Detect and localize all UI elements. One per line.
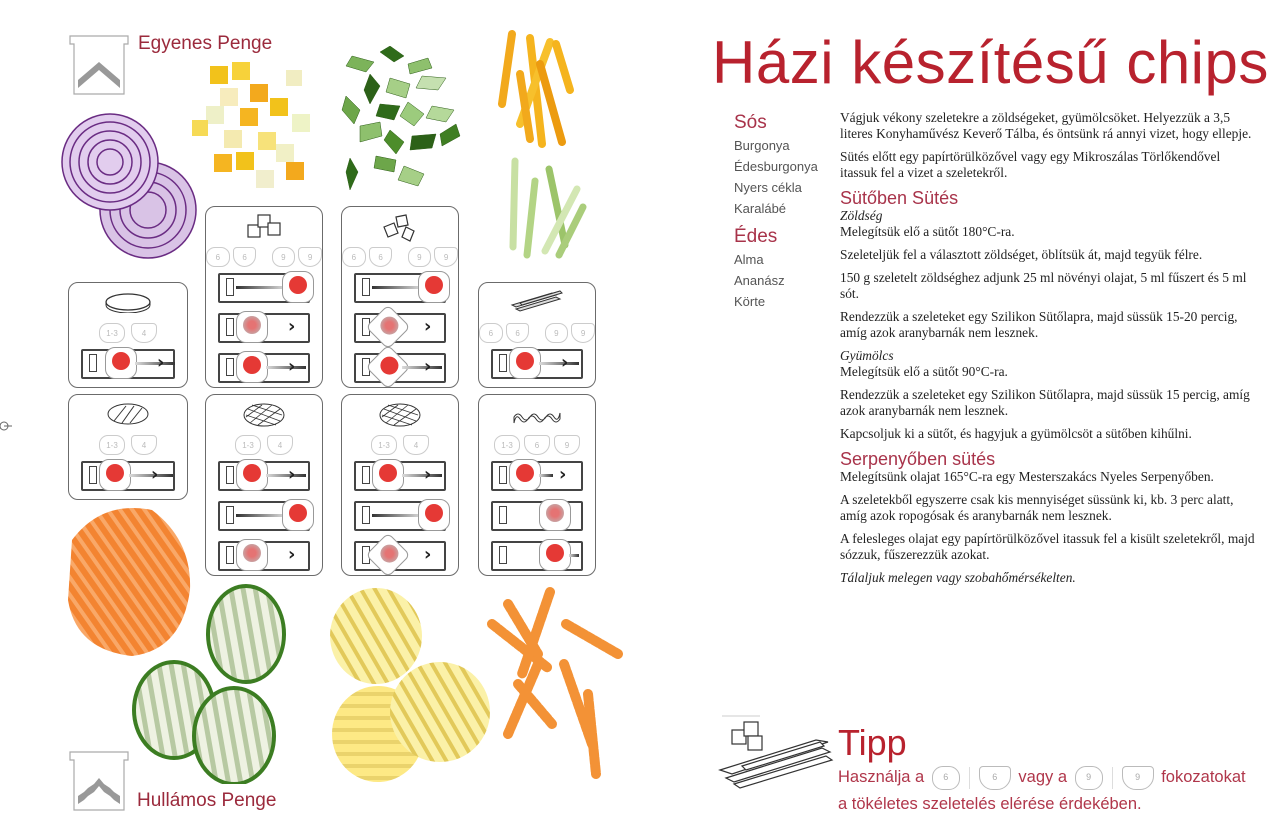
recipe-body	[840, 110, 1260, 593]
setting-badge: 1-3	[99, 323, 125, 343]
cubes-icon	[244, 213, 284, 243]
wavy-blade-icon	[68, 750, 130, 812]
tip-text-line2: a tökéletes szeletelés elérése érdekében.	[838, 795, 1142, 813]
divider	[969, 767, 970, 789]
divider	[1112, 767, 1113, 789]
slicer-step	[354, 501, 446, 531]
setting-badge: 1-3	[371, 435, 397, 455]
setting-badge: 9	[408, 247, 432, 267]
yellow-diced-cubes	[190, 58, 320, 198]
ingredient-item: Édesburgonya	[734, 159, 818, 174]
slicer-step: ›	[81, 349, 175, 379]
red-onion-slices	[58, 110, 198, 260]
setting-badge: 9	[554, 435, 580, 455]
ingredient-item: Karalábé	[734, 201, 787, 216]
tip-text-suffix: fokozatokat	[1161, 768, 1246, 786]
setting-badge-round: 6	[932, 766, 960, 790]
green-zucchini-waffle-slices	[130, 584, 310, 784]
blade-settings	[206, 247, 322, 267]
straight-blade-icon	[68, 34, 130, 96]
slicer-step: ›	[81, 461, 175, 491]
blade-settings	[206, 435, 322, 455]
step: Szeleteljük fel a választott zöldséget, öblítsük át, majd tegyük félre.	[840, 247, 1203, 262]
section-heading-oven: Sütőben Sütés	[840, 188, 959, 208]
page-marker-icon	[0, 418, 12, 434]
serving-note: Tálaljuk melegen vagy szobahőmérsékelten.	[840, 570, 1076, 585]
tip-text-middle: vagy a	[1018, 768, 1068, 786]
page-title: Házi készítésű chips	[712, 29, 1269, 96]
green-celery-sticks	[505, 155, 595, 265]
setting-badge: 1-3	[99, 435, 125, 455]
blade-settings	[479, 435, 595, 455]
tip-text-prefix: Használja a	[838, 768, 925, 786]
ingredient-item: Nyers cékla	[734, 180, 802, 195]
setting-badge: 9	[298, 247, 322, 267]
step: 150 g szeletelt zöldséghez adjunk 25 ml növényi olajat, 5 ml fűszert és 5 ml sót.	[840, 270, 1247, 301]
step: Rendezzük a szeleteket egy Szilikon Sütőlapra, majd süssük 15 percig, amíg azok aranybarnák nem lesznek.	[840, 387, 1250, 418]
slicer-step: ›	[491, 461, 583, 491]
blade-settings	[479, 323, 595, 343]
blade-settings	[69, 435, 187, 455]
subheading-fruit: Gyümölcs	[840, 348, 894, 363]
setting-badge: 1-3	[494, 435, 520, 455]
wavy-blade-label: Hullámos Penge	[137, 790, 277, 811]
green-cucumber-diamonds	[340, 46, 470, 196]
setting-badge: 6	[206, 247, 230, 267]
setting-badge: 6	[524, 435, 550, 455]
blade-settings	[342, 435, 458, 455]
subheading-vegetable: Zöldség	[840, 208, 883, 223]
slicer-step: ›	[354, 461, 446, 491]
ingredient-item: Burgonya	[734, 138, 790, 153]
tip-text	[838, 764, 1246, 818]
card-slice	[68, 282, 188, 388]
slicer-step: ›	[491, 349, 583, 379]
setting-badge: 9	[545, 323, 569, 343]
setting-badge: 6	[369, 247, 393, 267]
sticks-and-cubes-icon	[716, 714, 834, 790]
waffle-disc-icon	[378, 401, 422, 429]
slicer-step: ›	[354, 353, 446, 383]
intro-paragraph: Sütés előtt egy papírtörülközővel vagy egy Mikroszálas Törlőkendővel itassuk fel a vizet a szeletekről.	[840, 149, 1221, 180]
sticks-icon	[510, 289, 564, 313]
setting-badge-round: 9	[1075, 766, 1103, 790]
setting-badge: 6	[233, 247, 257, 267]
yellow-potato-waffle-slices	[328, 584, 498, 784]
diamond-cubes-icon	[380, 213, 420, 243]
setting-badge-shield: 6	[979, 766, 1011, 790]
card-waffle	[205, 394, 323, 576]
slicer-step	[491, 541, 583, 571]
card-dice	[205, 206, 323, 388]
blade-settings	[342, 247, 458, 267]
setting-badge: 6	[479, 323, 503, 343]
waffle-disc-icon	[242, 401, 286, 429]
slicer-step	[218, 273, 310, 303]
slicer-step: ›	[354, 541, 446, 571]
card-crinkle	[68, 394, 188, 500]
crinkle-disc-icon	[106, 401, 150, 427]
setting-badge: 4	[267, 435, 293, 455]
setting-badge: 4	[403, 435, 429, 455]
orange-carrot-sticks	[490, 24, 590, 159]
card-diamond-dice	[341, 206, 459, 388]
step: Kapcsoljuk ki a sütőt, és hagyjuk a gyümölcsöt a sütőben kihűlni.	[840, 426, 1192, 441]
setting-badge: 9	[272, 247, 296, 267]
setting-badge: 6	[342, 247, 366, 267]
card-waffle-2	[341, 394, 459, 576]
straight-blade-label: Egyenes Penge	[138, 33, 273, 54]
setting-badge: 6	[506, 323, 530, 343]
slicer-step: ›	[218, 541, 310, 571]
step: Rendezzük a szeleteket egy Szilikon Sütőlapra, majd süssük 15-20 percig, amíg azok aranybarnák nem lesznek.	[840, 309, 1238, 340]
disc-icon	[103, 291, 153, 313]
setting-badge: 1-3	[235, 435, 261, 455]
step: Melegítsünk olajat 165°C-ra egy Mesterszakács Nyeles Serpenyőben.	[840, 469, 1214, 484]
setting-badge: 4	[131, 323, 157, 343]
step: A szeletekből egyszerre csak kis mennyiséget süssünk ki, kb. 3 perc alatt, amíg azok ropogósak és aranybarnák nem lesznek.	[840, 492, 1234, 523]
intro-paragraph: Vágjuk vékony szeletekre a zöldségeket, gyümölcsöket. Helyezzük a 3,5 literes Konyhaművész Keverő Tálba, és öntsünk rá annyi vizet, hogy ellepje.	[840, 110, 1252, 141]
ingredient-item: Körte	[734, 294, 766, 309]
slicer-step	[354, 273, 446, 303]
setting-badge: 4	[131, 435, 157, 455]
step: A felesleges olajat egy papírtörülközővel itassuk fel a kisült szeletekről, majd sózzuk, fűszerezzük azokat.	[840, 531, 1255, 562]
ingredient-item: Alma	[734, 252, 764, 267]
group-heading-salty: Sós	[734, 112, 767, 133]
card-crinkle-stick	[478, 394, 596, 576]
group-heading-sweet: Édes	[734, 226, 778, 247]
slicer-step: ›	[218, 353, 310, 383]
slicer-step: ›	[218, 461, 310, 491]
card-julienne	[478, 282, 596, 388]
slicer-step	[491, 501, 583, 531]
orange-crinkle-sticks	[478, 584, 628, 784]
slicer-step: ›	[218, 313, 310, 343]
setting-badge: 9	[571, 323, 595, 343]
crinkle-stick-icon	[512, 403, 562, 425]
section-heading-pan: Serpenyőben sütés	[840, 449, 996, 469]
ingredient-item: Ananász	[734, 273, 785, 288]
blade-settings	[69, 323, 187, 343]
slicer-step: ›	[354, 313, 446, 343]
setting-badge-shield: 9	[1122, 766, 1154, 790]
setting-badge: 9	[434, 247, 458, 267]
step: Melegítsük elő a sütőt 180°C-ra.	[840, 224, 1015, 239]
step: Melegítsük elő a sütőt 90°C-ra.	[840, 364, 1008, 379]
slicer-step	[218, 501, 310, 531]
ingredient-sidebar	[734, 112, 834, 315]
tip-heading: Tipp	[838, 722, 907, 763]
